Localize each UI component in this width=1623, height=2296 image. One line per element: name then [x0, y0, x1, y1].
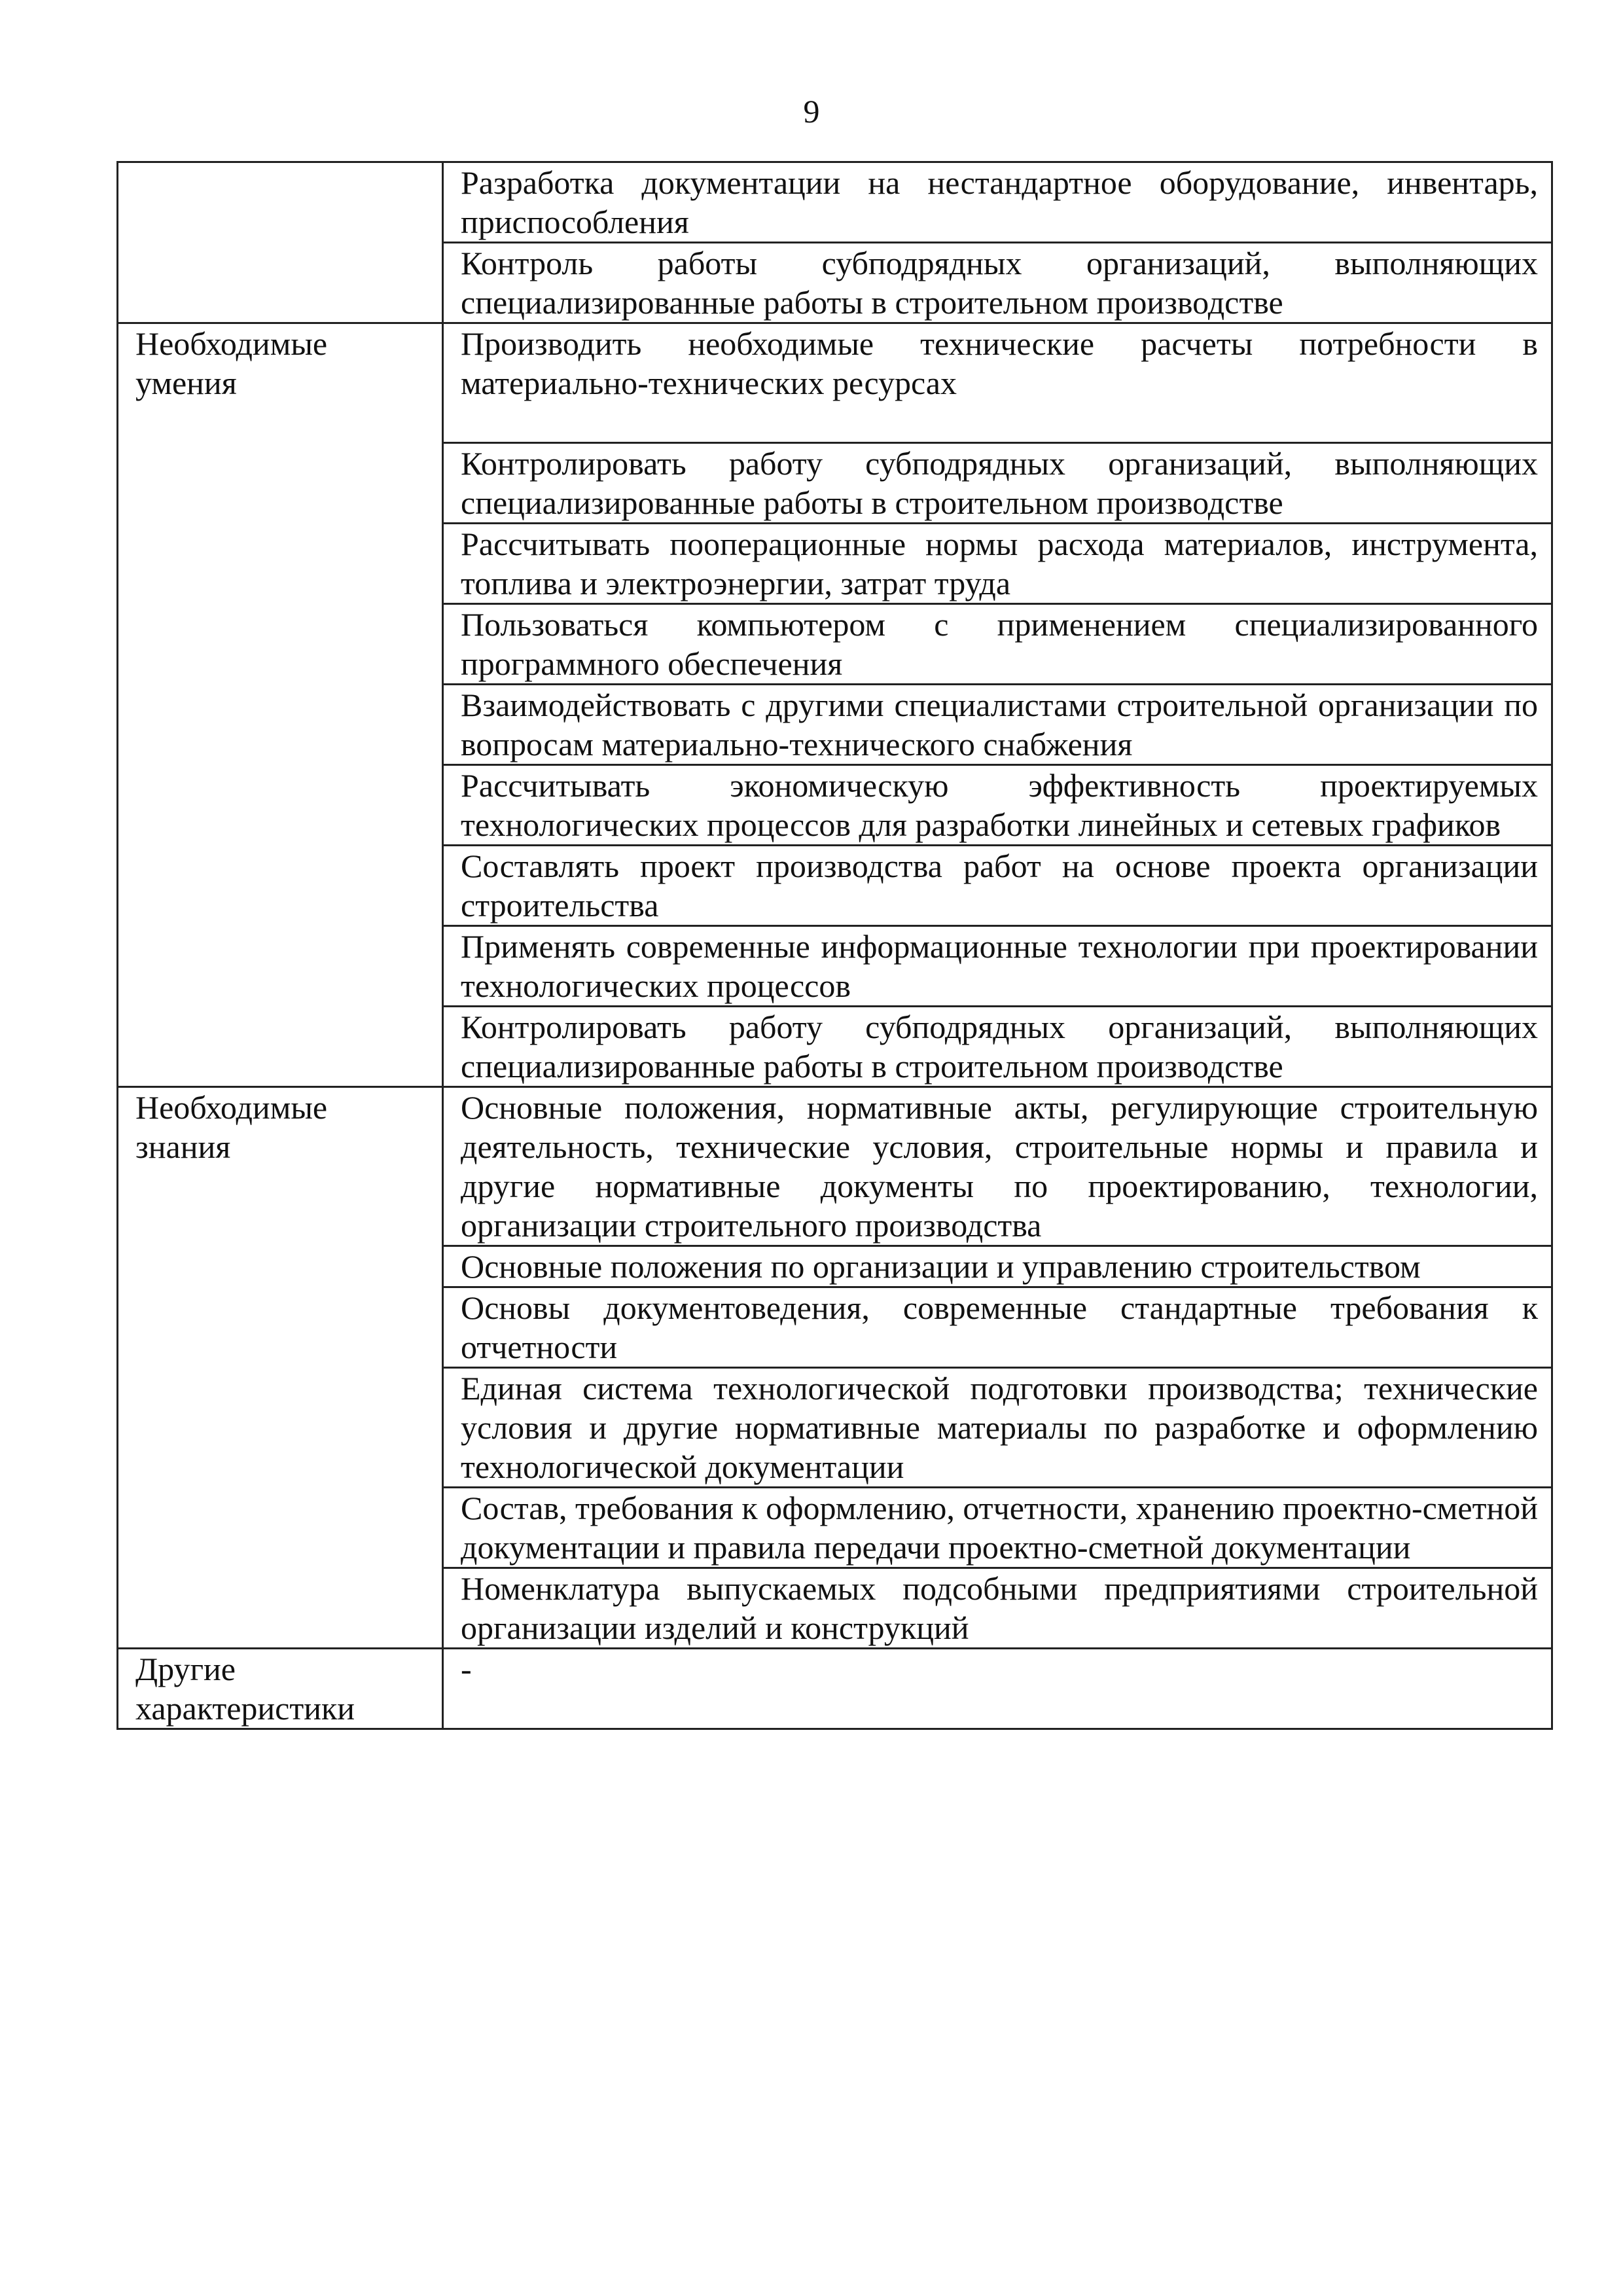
requirement-item: Основы документоведения, современные стандартные требования к отчетности [443, 1287, 1552, 1368]
requirement-item: Контролировать работу субподрядных организаций, выполняющих специализированные работы в строительном производстве [443, 443, 1552, 524]
characteristics-table [116, 161, 1553, 1730]
requirement-item: Единая система технологической подготовки производства; технические условия и другие нормативные материалы по разработке и оформлению технологической документации [443, 1368, 1552, 1488]
category-cell-skills [118, 323, 443, 1087]
category-label: Необходимые знания [135, 1089, 328, 1165]
category-cell-empty [118, 162, 443, 323]
requirement-item: Номенклатура выпускаемых подсобными предприятиями строительной организации изделий и конструкций [443, 1568, 1552, 1649]
requirement-item [443, 1649, 1552, 1729]
requirement-item: Рассчитывать пооперационные нормы расхода материалов, инструмента, топлива и электроэнергии, затрат труда [443, 524, 1552, 604]
category-cell-knowledge [118, 1087, 443, 1649]
page-number: 9 [803, 93, 820, 130]
table-row [118, 1087, 1552, 1246]
requirement-item: Производить необходимые технические расчеты потребности в материально-технических ресурсах [443, 323, 1552, 443]
requirement-item: Контроль работы субподрядных организаций, выполняющих специализированные работы в строительном производстве [443, 243, 1552, 323]
category-label: Необходимые умения [135, 325, 328, 401]
category-cell-other [118, 1649, 443, 1729]
empty-value-dash: - [461, 1651, 472, 1687]
requirement-item: Составлять проект производства работ на основе проекта организации строительства [443, 846, 1552, 926]
requirement-item: Пользоваться компьютером с применением специализированного программного обеспечения [443, 604, 1552, 685]
requirement-item: Контролировать работу субподрядных организаций, выполняющих специализированные работы в строительном производстве [443, 1007, 1552, 1087]
category-label: Другие характеристики [135, 1651, 355, 1727]
table-row [118, 162, 1552, 243]
table-row [118, 1649, 1552, 1729]
requirement-item: Разработка документации на нестандартное оборудование, инвентарь, приспособления [443, 162, 1552, 243]
requirement-item: Рассчитывать экономическую эффективность проектируемых технологических процессов для разработки линейных и сетевых графиков [443, 765, 1552, 846]
requirement-item: Взаимодействовать с другими специалистами строительной организации по вопросам материально-технического снабжения [443, 685, 1552, 765]
requirement-item: Основные положения, нормативные акты, регулирующие строительную деятельность, технические условия, строительные нормы и правила и другие нормативные документы по проектированию, технологии, организации строительного производства [443, 1087, 1552, 1246]
requirement-item: Основные положения по организации и управлению строительством [443, 1246, 1552, 1287]
requirement-item: Применять современные информационные технологии при проектировании технологических процессов [443, 926, 1552, 1007]
table-row [118, 323, 1552, 443]
requirement-item: Состав, требования к оформлению, отчетности, хранению проектно-сметной документации и правила передачи проектно-сметной документации [443, 1488, 1552, 1568]
